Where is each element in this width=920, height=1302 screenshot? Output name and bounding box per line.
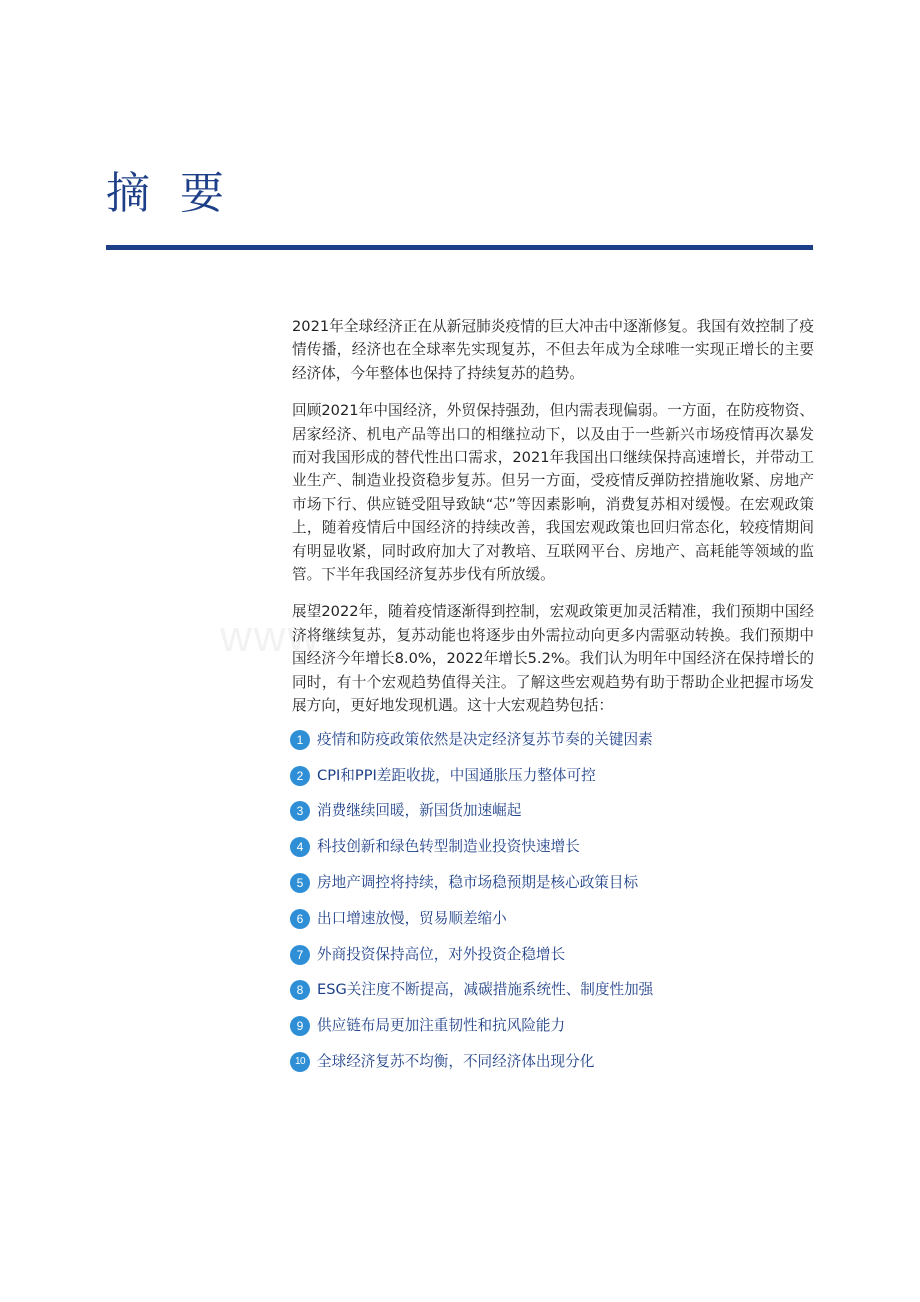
number-badge-icon: 6 xyxy=(290,909,310,929)
trend-list xyxy=(290,722,820,1080)
list-item xyxy=(290,901,820,937)
trend-label: 全球经济复苏不均衡，不同经济体出现分化 xyxy=(317,1053,595,1071)
list-item xyxy=(290,865,820,901)
watermark: www xyxy=(220,612,322,661)
number-badge-icon: 5 xyxy=(290,873,310,893)
trend-label: 供应链布局更加注重韧性和抗风险能力 xyxy=(317,1017,566,1035)
trend-label: 消费继续回暖，新国货加速崛起 xyxy=(317,802,522,820)
list-item xyxy=(290,722,820,758)
number-badge-icon: 7 xyxy=(290,945,310,965)
trend-label: 科技创新和绿色转型制造业投资快速增长 xyxy=(317,838,580,856)
list-item xyxy=(290,794,820,830)
trend-label: 疫情和防疫政策依然是决定经济复苏节奏的关键因素 xyxy=(317,730,653,748)
list-item xyxy=(290,829,820,865)
title-divider xyxy=(106,245,813,250)
summary-body xyxy=(292,315,814,732)
number-badge-icon: 8 xyxy=(290,980,310,1000)
list-item xyxy=(290,758,820,794)
trend-label: 外商投资保持高位，对外投资企稳增长 xyxy=(317,945,566,963)
number-badge-icon: 4 xyxy=(290,837,310,857)
list-item xyxy=(290,937,820,973)
number-badge-icon: 3 xyxy=(290,801,310,821)
trend-label: ESG关注度不断提高，减碳措施系统性、制度性加强 xyxy=(317,981,654,999)
paragraph-outlook: 展望2022年，随着疫情逐渐得到控制，宏观政策更加灵活精准，我们预期中国经济将继续复苏，复苏动能也将逐步由外需拉动向更多内需驱动转换。我们预期中国经济今年增长8.0%，2022年增长5.2%。我们认为明年中国经济在保持增长的同时，有十个宏观趋势值得关注。了解这些宏观趋势有助于帮助企业把握市场发展方向，更好地发现机遇。这十大宏观趋势包括： xyxy=(292,603,814,715)
number-badge-icon: 10 xyxy=(290,1052,310,1072)
trend-label: 房地产调控将持续，稳市场稳预期是核心政策目标 xyxy=(317,874,639,892)
number-badge-icon: 2 xyxy=(290,766,310,786)
paragraph-review: 回顾2021年中国经济，外贸保持强劲，但内需表现偏弱。一方面，在防疫物资、居家经济、机电产品等出口的相继拉动下，以及由于一些新兴市场疫情再次暴发而对我国形成的替代性出口需求，2021年我国出口继续保持高速增长，并带动工业生产、制造业投资稳步复苏。但另一方面，受疫情反弹防控措施收紧、房地产市场下行、供应链受阻导致缺“芯”等因素影响，消费复苏相对缓慢。在宏观政策上，随着疫情后中国经济的持续改善，我国宏观政策也回归常态化，较疫情期间有明显收紧，同时政府加大了对教培、互联网平台、房地产、高耗能等领域的监管。下半年我国经济复苏步伐有所放缓。 xyxy=(292,402,814,584)
list-item xyxy=(290,1008,820,1044)
list-item xyxy=(290,1044,820,1080)
paragraph-intro: 2021年全球经济正在从新冠肺炎疫情的巨大冲击中逐渐修复。我国有效控制了疫情传播，经济也在全球率先实现复苏，不但去年成为全球唯一实现正增长的主要经济体，今年整体也保持了持续复苏的趋势。 xyxy=(292,318,814,382)
page-title: 摘 要 xyxy=(106,168,232,219)
trend-label: 出口增速放慢，贸易顺差缩小 xyxy=(317,909,507,927)
trend-label: CPI和PPI差距收拢，中国通胀压力整体可控 xyxy=(317,766,596,784)
list-item xyxy=(290,973,820,1009)
number-badge-icon: 1 xyxy=(290,730,310,750)
number-badge-icon: 9 xyxy=(290,1016,310,1036)
